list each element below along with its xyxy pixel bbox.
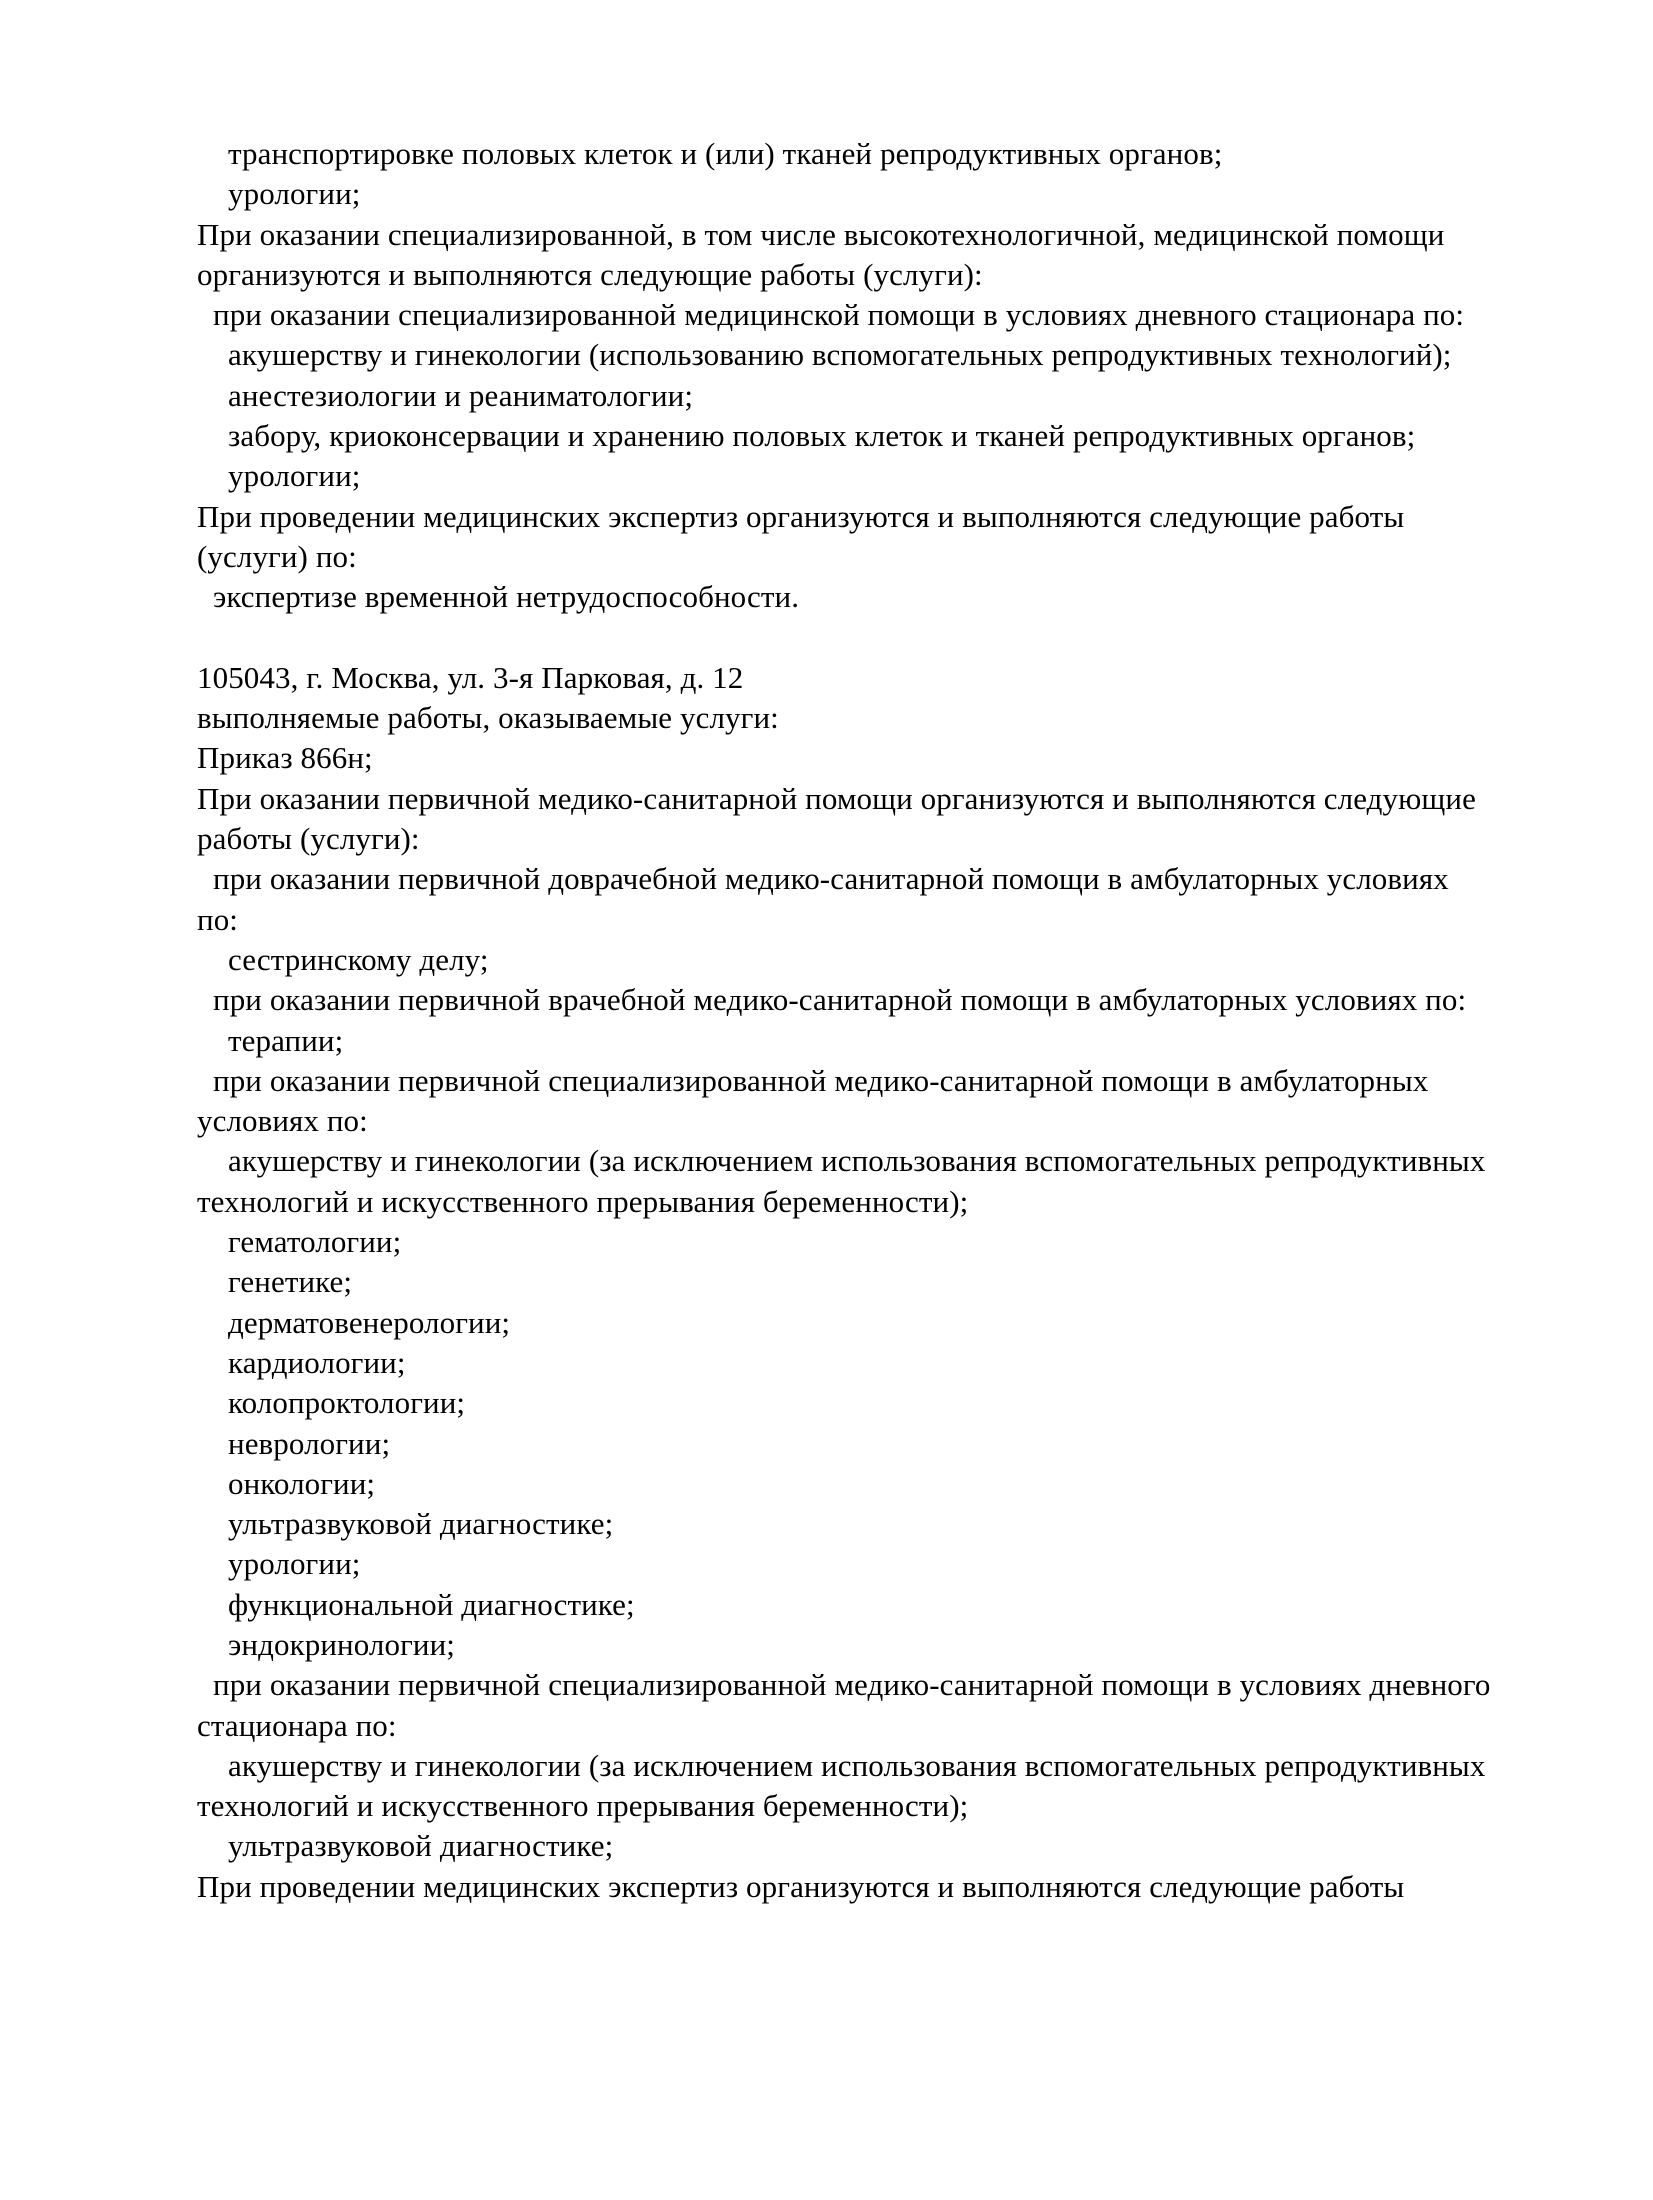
document-line: акушерству и гинекологии (за исключением использования вспомогательных репродуктивных <box>228 1747 1486 1783</box>
document-line: забору, криоконсервации и хранению половых клеток и тканей репродуктивных органов; <box>228 418 1416 454</box>
document-line: онкологии; <box>228 1465 376 1501</box>
document-text <box>197 134 1617 1907</box>
document-line: гематологии; <box>228 1224 402 1260</box>
document-line: технологий и искусственного прерывания беременности); <box>197 1183 969 1219</box>
document-line: акушерству и гинекологии (за исключением использования вспомогательных репродуктивных <box>228 1143 1486 1179</box>
document-line: функциональной диагностике; <box>228 1586 635 1622</box>
document-line: урологии; <box>228 176 361 212</box>
document-line: технологий и искусственного прерывания беременности); <box>197 1788 969 1824</box>
document-line: генетике; <box>228 1264 353 1300</box>
document-line: Приказ 866н; <box>197 740 373 776</box>
document-line: ультразвуковой диагностике; <box>228 1828 614 1864</box>
document-line: при оказании первичной специализированной медико-санитарной помощи в амбулаторных <box>213 1062 1429 1098</box>
document-line: При проведении медицинских экспертиз организуются и выполняются следующие работы <box>197 1868 1405 1904</box>
document-line: при оказании первичной специализированной медико-санитарной помощи в условиях дневного <box>213 1667 1491 1703</box>
document-line: акушерству и гинекологии (использованию вспомогательных репродуктивных технологий); <box>228 337 1452 373</box>
document-line: при оказании первичной доврачебной медико-санитарной помощи в амбулаторных условиях <box>213 861 1449 897</box>
document-line: урологии; <box>228 458 361 494</box>
document-line: организуются и выполняются следующие работы (услуги): <box>197 256 983 292</box>
document-line: (услуги) по: <box>197 538 357 574</box>
document-line: эндокринологии; <box>228 1626 455 1662</box>
document-line: экспертизе временной нетрудоспособности. <box>213 579 800 615</box>
document-line: При оказании специализированной, в том числе высокотехнологичной, медицинской помощи <box>197 216 1445 252</box>
document-line: 105043, г. Москва, ул. 3-я Парковая, д. 12 <box>197 659 744 695</box>
document-line: При проведении медицинских экспертиз организуются и выполняются следующие работы <box>197 498 1405 534</box>
document-line: при оказании первичной врачебной медико-санитарной помощи в амбулаторных условиях по: <box>213 982 1467 1018</box>
document-line: при оказании специализированной медицинской помощи в условиях дневного стационара по: <box>213 297 1465 333</box>
document-line: урологии; <box>228 1546 361 1582</box>
document-line: сестринскому делу; <box>228 941 489 977</box>
document-line: ультразвуковой диагностике; <box>228 1506 614 1542</box>
document-line: неврологии; <box>228 1425 391 1461</box>
document-line: анестезиологии и реаниматологии; <box>228 377 694 413</box>
document-line: кардиологии; <box>228 1344 406 1380</box>
document-line: транспортировке половых клеток и (или) тканей репродуктивных органов; <box>228 136 1223 171</box>
document-line: дерматовенерологии; <box>228 1304 511 1340</box>
document-line: терапии; <box>228 1022 344 1058</box>
document-line: работы (услуги): <box>197 821 420 857</box>
document-line: по: <box>197 901 239 937</box>
document-line: При оказании первичной медико-санитарной помощи организуются и выполняются следующие <box>197 780 1476 816</box>
document-line: колопроктологии; <box>228 1385 466 1421</box>
document-line: условиях по: <box>197 1103 368 1139</box>
document-line: стационара по: <box>197 1707 397 1743</box>
document-line: выполняемые работы, оказываемые услуги: <box>197 700 779 736</box>
blank-line <box>197 618 1617 658</box>
